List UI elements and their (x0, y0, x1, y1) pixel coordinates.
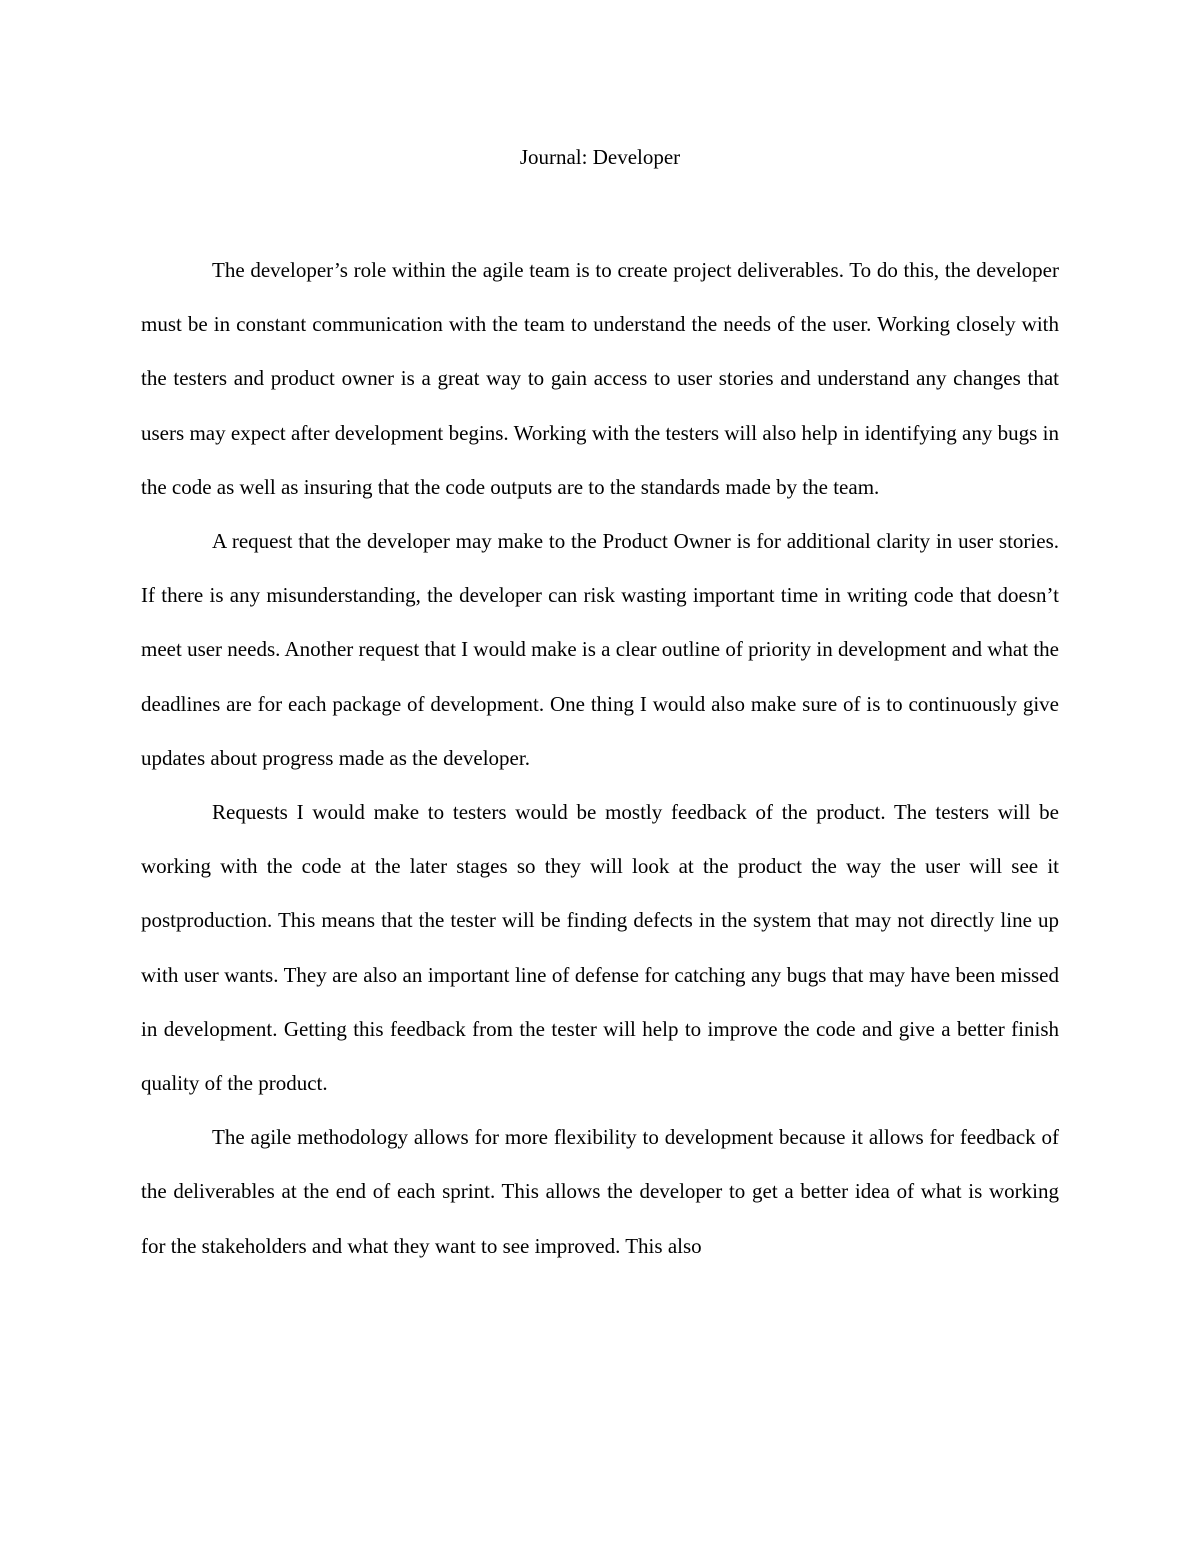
paragraph-developer-role: The developer’s role within the agile team is to create project deliverables. To do this, the developer must be in constant communication with the team to understand the needs of the user. Working closely with the testers and product owner is a great way to gain access to user stories and understand any changes that users may expect after development begins. Working with the testers will also help in identifying any bugs in the code as well as insuring that the code outputs are to the standards made by the team. (141, 258, 1059, 499)
document-title: Journal: Developer (519, 145, 681, 169)
paragraph-agile-methodology: The agile methodology allows for more flexibility to development because it allows for feedback of the deliverables at the end of each sprint. This allows the developer to get a better idea of what is working for the stakeholders and what they want to see improved. This also (141, 1125, 1059, 1258)
paragraph-tester-requests: Requests I would make to testers would be mostly feedback of the product. The testers will be working with the code at the later stages so they will look at the product the way the user will see it postproduction. This means that the tester will be finding defects in the system that may not directly line up with user wants. They are also an important line of defense for catching any bugs that may have been missed in development. Getting this feedback from the tester will help to improve the code and give a better finish quality of the product. (141, 800, 1059, 1096)
paragraph-product-owner-requests: A request that the developer may make to the Product Owner is for additional clarity in user stories. If there is any misunderstanding, the developer can risk wasting important time in writing code that doesn’t meet user needs. Another request that I would make is a clear outline of priority in development and what the deadlines are for each package of development. One thing I would also make sure of is to continuously give updates about progress made as the developer. (141, 529, 1059, 770)
document-body (141, 243, 1059, 1273)
